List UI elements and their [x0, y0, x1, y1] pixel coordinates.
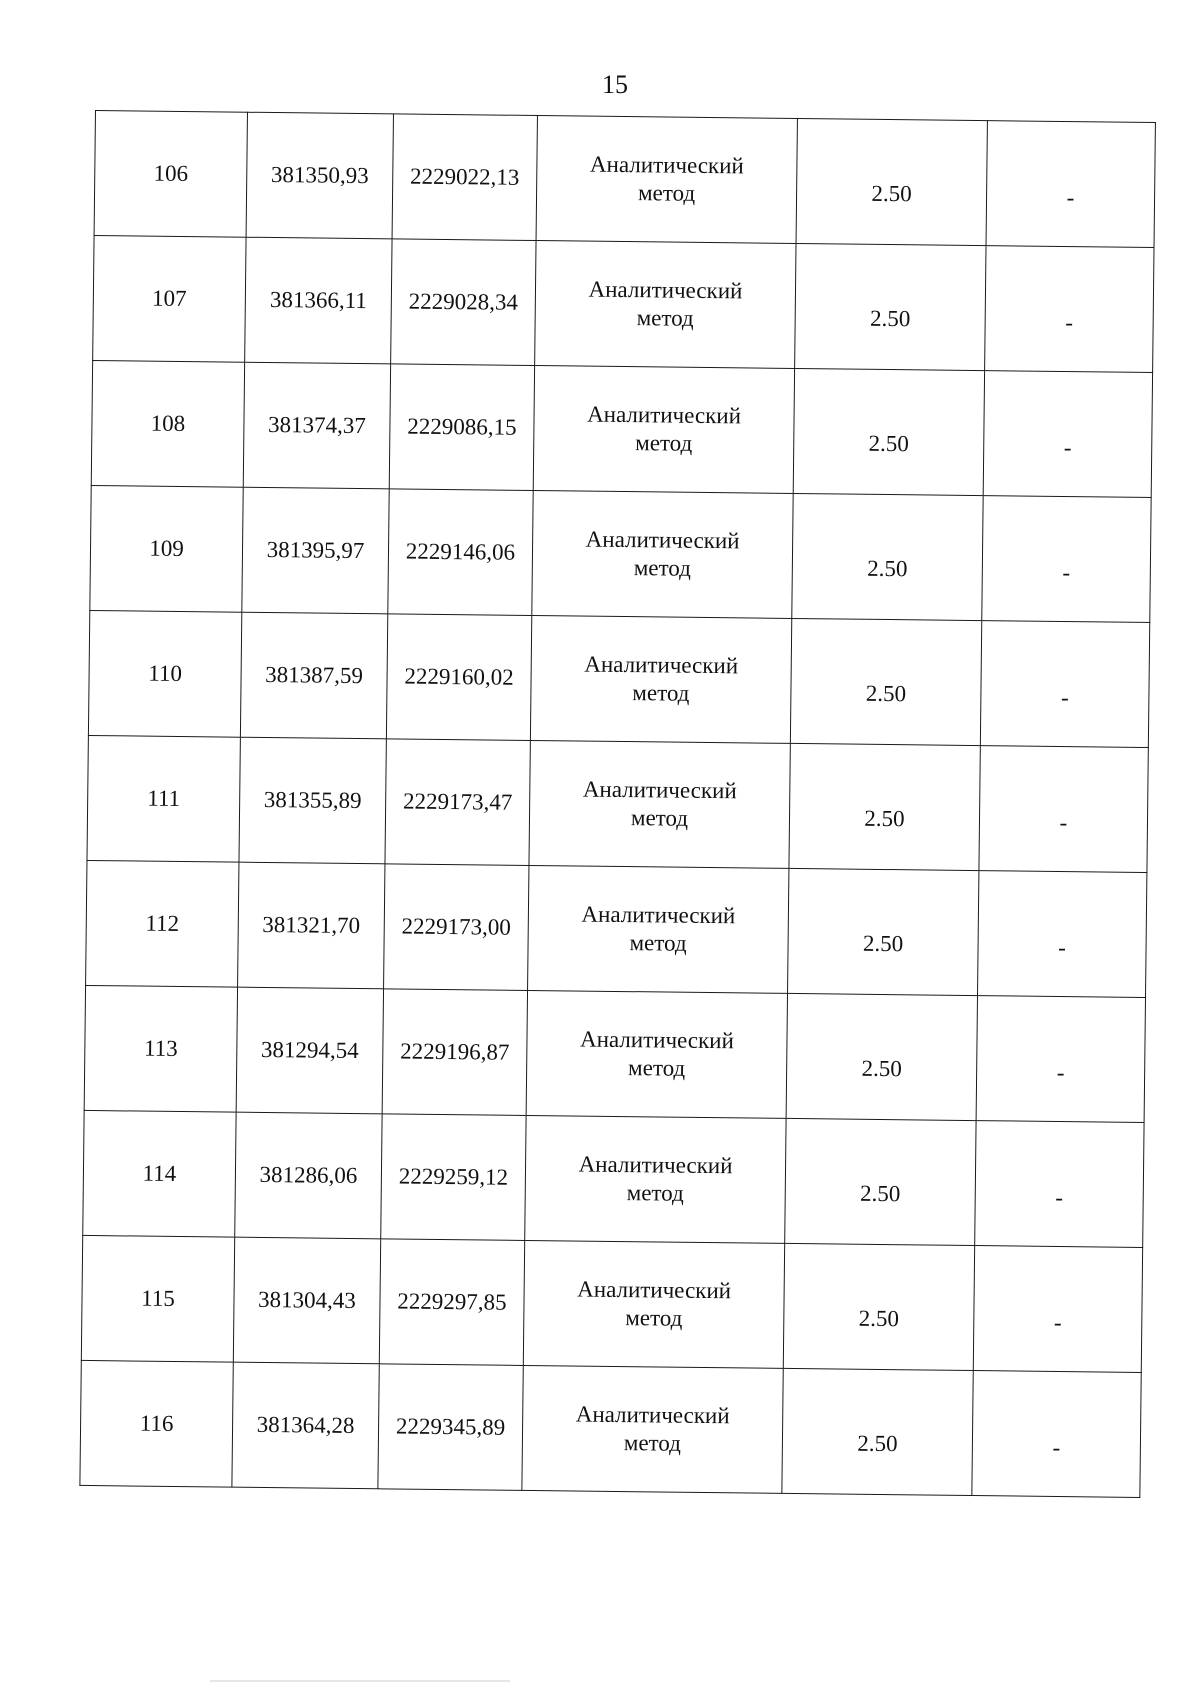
scan-artifact — [210, 1680, 510, 1682]
precision-cell — [790, 618, 981, 745]
method-cell — [532, 490, 793, 618]
precision-value: 2.50 — [858, 1305, 900, 1332]
x-coordinate-cell — [242, 487, 389, 614]
table-row — [81, 1235, 1142, 1372]
note-value: - — [1053, 1309, 1062, 1336]
x-coordinate: 381350,93 — [270, 162, 369, 189]
point-number: 112 — [145, 910, 180, 937]
table-row — [87, 735, 1148, 872]
point-number-cell — [80, 1360, 233, 1487]
y-coordinate: 2229196,87 — [400, 1038, 510, 1065]
y-coordinate: 2229028,34 — [408, 288, 519, 315]
method-cell — [528, 865, 789, 993]
table-row — [93, 235, 1154, 372]
y-coordinate: 2229259,12 — [398, 1163, 509, 1190]
precision-cell — [788, 868, 979, 995]
method-label-line1: Аналитический — [585, 526, 740, 554]
x-coordinate: 381294,54 — [260, 1036, 359, 1064]
note-cell — [980, 621, 1149, 748]
table-row — [94, 111, 1155, 248]
x-coordinate-cell — [235, 1112, 382, 1239]
point-number-cell — [87, 735, 240, 862]
note-cell — [979, 746, 1148, 873]
y-coordinate: 2229173,47 — [402, 788, 513, 815]
precision-value: 2.50 — [859, 1180, 901, 1207]
method-label-line2: метод — [636, 305, 694, 331]
point-number: 109 — [149, 535, 184, 562]
method-label-line1: Аналитический — [589, 151, 744, 179]
point-number-cell — [81, 1235, 234, 1362]
note-value: - — [1052, 1434, 1061, 1461]
x-coordinate: 381366,11 — [269, 286, 367, 314]
point-number-cell — [83, 1110, 236, 1237]
x-coordinate-cell — [232, 1362, 379, 1489]
note-cell — [982, 496, 1151, 623]
table-row — [86, 860, 1147, 997]
point-number: 107 — [151, 285, 187, 312]
y-coordinate-cell — [381, 1114, 526, 1241]
x-coordinate-cell — [236, 987, 383, 1114]
point-number: 111 — [147, 785, 181, 812]
precision-value: 2.50 — [868, 430, 910, 457]
x-coordinate: 381387,59 — [265, 661, 364, 689]
method-label-line1: Аналитический — [587, 401, 742, 429]
method-label-line1: Аналитический — [578, 1151, 733, 1179]
precision-cell — [783, 1243, 974, 1370]
method-label-line2: метод — [625, 1305, 683, 1331]
y-coordinate: 2229086,15 — [407, 413, 517, 440]
precision-cell — [792, 493, 983, 620]
table-row — [80, 1360, 1141, 1497]
y-coordinate: 2229173,00 — [401, 913, 512, 940]
precision-value: 2.50 — [864, 805, 905, 832]
method-label-line2: метод — [632, 680, 690, 706]
y-coordinate-cell — [385, 739, 530, 866]
x-coordinate: 381286,06 — [259, 1161, 358, 1189]
y-coordinate-cell — [379, 1239, 524, 1366]
precision-value: 2.50 — [861, 1055, 902, 1082]
note-value: - — [1065, 310, 1074, 336]
point-number: 115 — [141, 1285, 175, 1311]
point-number: 110 — [148, 660, 183, 687]
method-label-line1: Аналитический — [582, 776, 737, 804]
note-cell — [978, 871, 1147, 998]
point-number: 106 — [153, 160, 189, 187]
note-value: - — [1059, 809, 1068, 836]
precision-value: 2.50 — [871, 180, 912, 207]
table-row — [90, 485, 1151, 622]
point-number-cell — [90, 485, 243, 612]
note-value: - — [1066, 185, 1075, 211]
x-coordinate-cell — [240, 612, 387, 739]
point-number-cell — [93, 235, 246, 362]
x-coordinate-cell — [243, 362, 390, 489]
method-cell — [522, 1365, 783, 1493]
note-value: - — [1058, 934, 1067, 961]
point-number: 113 — [143, 1035, 178, 1061]
precision-value: 2.50 — [857, 1430, 898, 1457]
precision-cell — [786, 993, 977, 1120]
x-coordinate: 381364,28 — [256, 1411, 355, 1439]
method-cell — [536, 116, 797, 244]
point-number-cell — [94, 111, 247, 238]
point-number: 114 — [142, 1160, 177, 1186]
precision-value: 2.50 — [865, 680, 907, 707]
method-label-line2: метод — [633, 555, 692, 581]
method-label-line2: метод — [629, 930, 687, 956]
x-coordinate-cell — [239, 737, 386, 864]
method-label-line2: метод — [637, 180, 696, 206]
precision-cell — [793, 368, 984, 495]
y-coordinate-cell — [386, 614, 531, 741]
x-coordinate: 381355,89 — [263, 786, 362, 814]
point-number-cell — [86, 860, 239, 987]
method-label-line1: Аналитический — [577, 1276, 732, 1304]
method-label-line2: метод — [630, 805, 689, 831]
note-value: - — [1063, 435, 1072, 461]
y-coordinate: 2229160,02 — [404, 663, 514, 690]
note-value: - — [1062, 560, 1071, 586]
method-cell — [535, 241, 796, 369]
note-cell — [976, 996, 1145, 1123]
method-label-line1: Аналитический — [584, 651, 739, 679]
table-row — [84, 985, 1145, 1122]
precision-value: 2.50 — [869, 305, 911, 332]
method-label-line2: метод — [635, 430, 693, 456]
note-cell — [973, 1246, 1142, 1373]
method-label-line1: Аналитический — [588, 276, 743, 304]
note-cell — [986, 121, 1155, 248]
x-coordinate-cell — [233, 1237, 380, 1364]
precision-value: 2.50 — [867, 555, 908, 582]
x-coordinate-cell — [238, 862, 385, 989]
method-label-line2: метод — [623, 1430, 682, 1456]
coordinates-table-wrapper — [79, 110, 1155, 1498]
method-label-line1: Аналитический — [581, 901, 736, 929]
precision-cell — [789, 743, 980, 870]
table-row — [83, 1110, 1144, 1247]
y-coordinate-cell — [382, 989, 527, 1116]
x-coordinate: 381304,43 — [258, 1286, 357, 1314]
y-coordinate-cell — [378, 1364, 523, 1491]
y-coordinate-cell — [392, 114, 537, 241]
table-row — [88, 610, 1149, 747]
point-number-cell — [84, 985, 237, 1112]
method-cell — [523, 1240, 784, 1368]
point-number: 108 — [150, 410, 186, 437]
method-cell — [525, 1115, 786, 1243]
note-cell — [983, 371, 1152, 498]
note-value: - — [1055, 1184, 1064, 1211]
note-cell — [985, 246, 1154, 373]
note-cell — [972, 1371, 1141, 1498]
method-label-line1: Аналитический — [579, 1026, 735, 1054]
method-cell — [529, 740, 790, 868]
precision-cell — [795, 243, 986, 370]
x-coordinate: 381374,37 — [267, 411, 366, 439]
note-value: - — [1060, 684, 1069, 711]
coordinates-table — [79, 110, 1156, 1498]
point-number-cell — [91, 360, 244, 487]
method-cell — [533, 366, 794, 494]
y-coordinate-cell — [389, 364, 534, 491]
x-coordinate-cell — [245, 237, 392, 364]
method-label-line2: метод — [626, 1180, 684, 1206]
precision-cell — [782, 1368, 973, 1495]
method-label-line2: метод — [627, 1055, 686, 1081]
note-cell — [975, 1121, 1144, 1248]
page-number: 15 — [602, 70, 628, 99]
y-coordinate-cell — [384, 864, 529, 991]
precision-cell — [796, 118, 987, 245]
table-body — [80, 111, 1156, 1498]
point-number: 116 — [139, 1410, 174, 1436]
precision-cell — [785, 1118, 976, 1245]
y-coordinate: 2229146,06 — [405, 538, 516, 565]
y-coordinate-cell — [391, 239, 536, 366]
x-coordinate: 381395,97 — [266, 536, 365, 564]
method-cell — [530, 615, 791, 743]
y-coordinate: 2229022,13 — [410, 163, 520, 190]
method-label-line1: Аналитический — [575, 1401, 730, 1429]
table-row — [91, 360, 1152, 497]
y-coordinate-cell — [388, 489, 533, 616]
point-number-cell — [88, 610, 241, 737]
note-value: - — [1056, 1059, 1065, 1086]
precision-value: 2.50 — [862, 930, 904, 957]
y-coordinate: 2229297,85 — [397, 1288, 507, 1315]
x-coordinate: 381321,70 — [262, 911, 361, 939]
y-coordinate: 2229345,89 — [395, 1413, 506, 1440]
x-coordinate-cell — [246, 112, 393, 239]
method-cell — [526, 990, 787, 1118]
